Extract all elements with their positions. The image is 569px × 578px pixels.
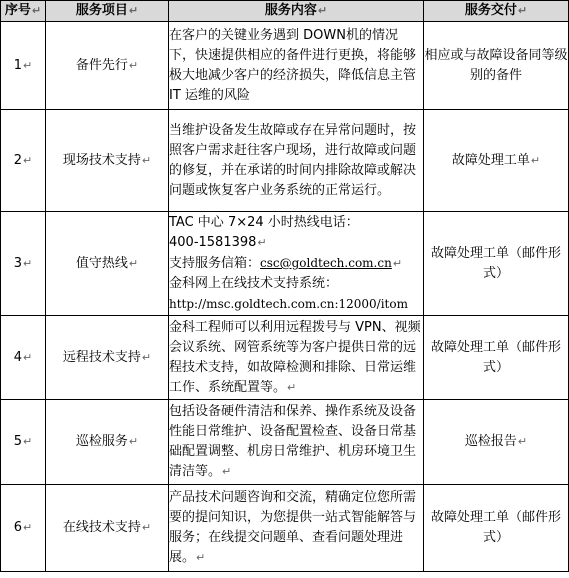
service-delivery: 故障处理工单（邮件形式） xyxy=(424,212,569,316)
service-content xyxy=(169,212,424,316)
service-item: 巡检服务↵ xyxy=(46,400,169,485)
service-delivery: 故障处理工单↵ xyxy=(424,110,569,212)
row-number: 6↵ xyxy=(1,485,46,572)
table-row xyxy=(1,212,569,316)
table-row xyxy=(1,110,569,212)
row-number: 4↵ xyxy=(1,316,46,400)
service-delivery: 故障处理工单（邮件形式） xyxy=(424,316,569,400)
hotline-phone: 400-1581398↵ xyxy=(169,235,267,250)
service-item: 在线技术支持↵ xyxy=(46,485,169,572)
table-row xyxy=(1,316,569,400)
service-content: 当维护设备发生故障或存在异常问题时，按照客户需求赶往客户现场，进行故障或问题的修复，并在承诺的时间内排除故障或解决问题或恢复客户业务系统的正常运行。 xyxy=(169,110,424,212)
service-content: 金科工程师可以利用远程拨号与 VPN、视频会议系统、网管系统等为客户提供日常的远程技术支持，如故障检测和排除、日常运维工作、系统配置等。↵ xyxy=(169,316,424,400)
row-number: 3↵ xyxy=(1,212,46,316)
service-delivery: 巡检报告↵ xyxy=(424,400,569,485)
row-number: 5↵ xyxy=(1,400,46,485)
table-row xyxy=(1,485,569,572)
online-support-url[interactable]: http://msc.goldtech.com.cn:12000/itom xyxy=(169,297,408,311)
header-cell-delivery: 服务交付↵ xyxy=(424,1,569,22)
table-row xyxy=(1,22,569,110)
service-content: 在客户的关键业务遇到 DOWN机的情况下，快速提供相应的备件进行更换，将能够极大地减少客户的经济损失，降低信息主管 IT 运维的风险 xyxy=(169,22,424,110)
hotline-label: TAC 中心 7×24 小时热线电话： xyxy=(169,215,359,230)
support-email-link[interactable]: csc@goldtech.com.cn xyxy=(260,256,392,270)
row-number: 1↵ xyxy=(1,22,46,110)
service-content: 包括设备硬件清洁和保养、操作系统及设备性能日常维护、设备配置检查、设备日常基础配置调整、机房日常维护、机房环境卫生清洁等。↵ xyxy=(169,400,424,485)
service-item: 现场技术支持↵ xyxy=(46,110,169,212)
support-email-line: 支持服务信箱：csc@goldtech.com.cn↵ xyxy=(169,256,403,271)
service-item: 远程技术支持↵ xyxy=(46,316,169,400)
header-cell-no: 序号↵ xyxy=(1,1,46,22)
service-delivery: 故障处理工单（邮件形式） xyxy=(424,485,569,572)
service-item: 值守热线↵ xyxy=(46,212,169,316)
table-row xyxy=(1,400,569,485)
service-delivery: 相应或与故障设备同等级别的备件 xyxy=(424,22,569,110)
header-cell-item: 服务项目↵ xyxy=(46,1,169,22)
row-number: 2↵ xyxy=(1,110,46,212)
service-item: 备件先行↵ xyxy=(46,22,169,110)
online-support-label: 金科网上在线技术支持系统： xyxy=(169,276,339,291)
service-content: 产品技术问题咨询和交流，精确定位您所需要的提问知识，为您提供一站式智能解答与服务；在线提交问题单、查看问题处理进展。↵ xyxy=(169,485,424,572)
header-cell-content: 服务内容↵ xyxy=(169,1,424,22)
table-header-row xyxy=(1,1,569,22)
